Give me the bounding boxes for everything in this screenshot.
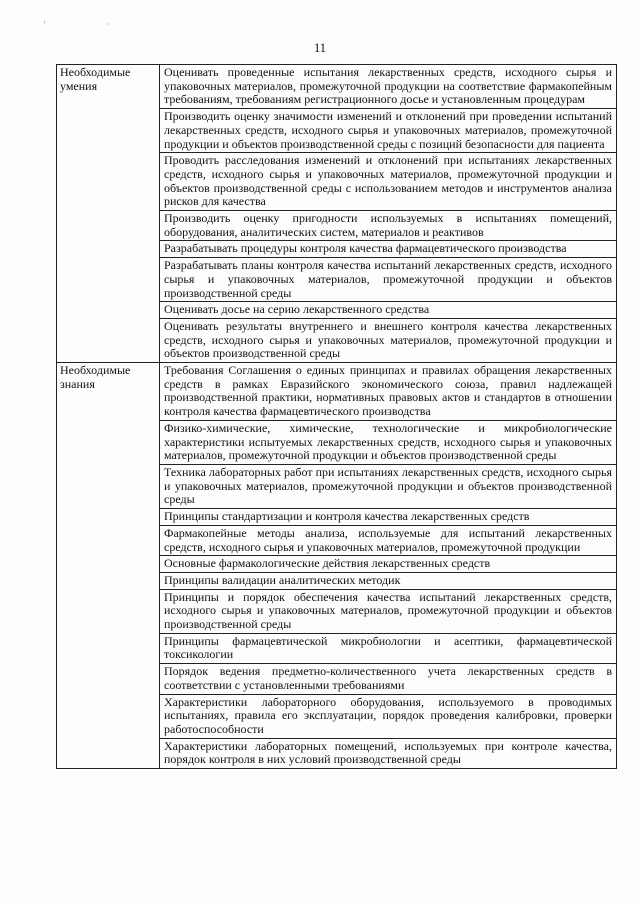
table-cell: Производить оценку значимости изменений и отклонений при проведении испытаний лекарственных средств, исходного сырья и упаковочных материалов, промежуточной продукции и объектов производственной среды с позиций безопасности для пациента [160,109,617,153]
table-cell: Оценивать проведенные испытания лекарственных средств, исходного сырья и упаковочных материалов, промежуточной продукции на соответствие фармакопейным требованиям, требованиям регистрационного досье и установленным процедурам [160,65,617,109]
table-cell: Принципы валидации аналитических методик [160,572,617,589]
table-cell: Характеристики лабораторного оборудования, используемого в проводимых испытаниях, правила его эксплуатации, порядок проведения калибровки, проверки работоспособности [160,694,617,738]
table-cell: Принципы стандартизации и контроля качества лекарственных средств [160,509,617,526]
table-row [57,65,617,109]
table-cell: Техника лабораторных работ при испытаниях лекарственных средств, исходного сырья и упаковочных материалов, промежуточной продукции и объектов производственной среды [160,464,617,508]
table-cell: Физико-химические, химические, технологические и микробиологические характеристики испытуемых лекарственных средств, исходного сырья и упаковочных материалов, промежуточной продукции и объектов производственной среды [160,420,617,464]
page-number: 11 [313,41,327,55]
table-cell: Фармакопейные методы анализа, используемые для испытаний лекарственных средств, исходного сырья и упаковочных материалов, промежуточной продукции [160,525,617,555]
table-cell: Разрабатывать процедуры контроля качества фармацевтического производства [160,241,617,258]
table-cell: Производить оценку пригодности используемых в испытаниях помещений, оборудования, аналитических систем, материалов и реактивов [160,211,617,241]
competency-table [56,64,617,769]
table-cell: Проводить расследования изменений и отклонений при испытаниях лекарственных средств, исходного сырья и упаковочных материалов, промежуточной продукции и объектов производственной среды с использованием методов и инструментов анализа рисков для качества [160,153,617,211]
table-cell: Требования Соглашения о единых принципах и правилах обращения лекарственных средств в рамках Евразийского экономического союза, правил надлежащей производственной практики, нормативных правовых актов и стандартов в отношении контроля качества фармацевтического производства [160,363,617,421]
table-row [57,363,617,421]
category-cell-knowledge: Необходимые знания [57,363,160,769]
table-cell: Характеристики лабораторных помещений, используемых при контроле качества, порядок контроля в них условий производственной среды [160,738,617,768]
table-cell: Порядок ведения предметно-количественного учета лекарственных средств в соответствии с установленными требованиями [160,664,617,694]
table-cell: Принципы фармацевтической микробиологии и асептики, фармацевтической токсикологии [160,633,617,663]
table-cell: Основные фармакологические действия лекарственных средств [160,556,617,573]
category-cell-skills: Необходимые умения [57,65,160,363]
scan-specks: ' · [44,20,141,29]
table-cell: Разрабатывать планы контроля качества испытаний лекарственных средств, исходного сырья и упаковочных материалов, промежуточной продукции и объектов производственной среды [160,258,617,302]
table-cell: Оценивать досье на серию лекарственного средства [160,302,617,319]
table-cell: Принципы и порядок обеспечения качества испытаний лекарственных средств, исходного сырья и упаковочных материалов, промежуточной продукции и объектов производственной среды [160,589,617,633]
table-cell: Оценивать результаты внутреннего и внешнего контроля качества лекарственных средств, исходного сырья и упаковочных материалов, промежуточной продукции и объектов производственной среды [160,318,617,362]
